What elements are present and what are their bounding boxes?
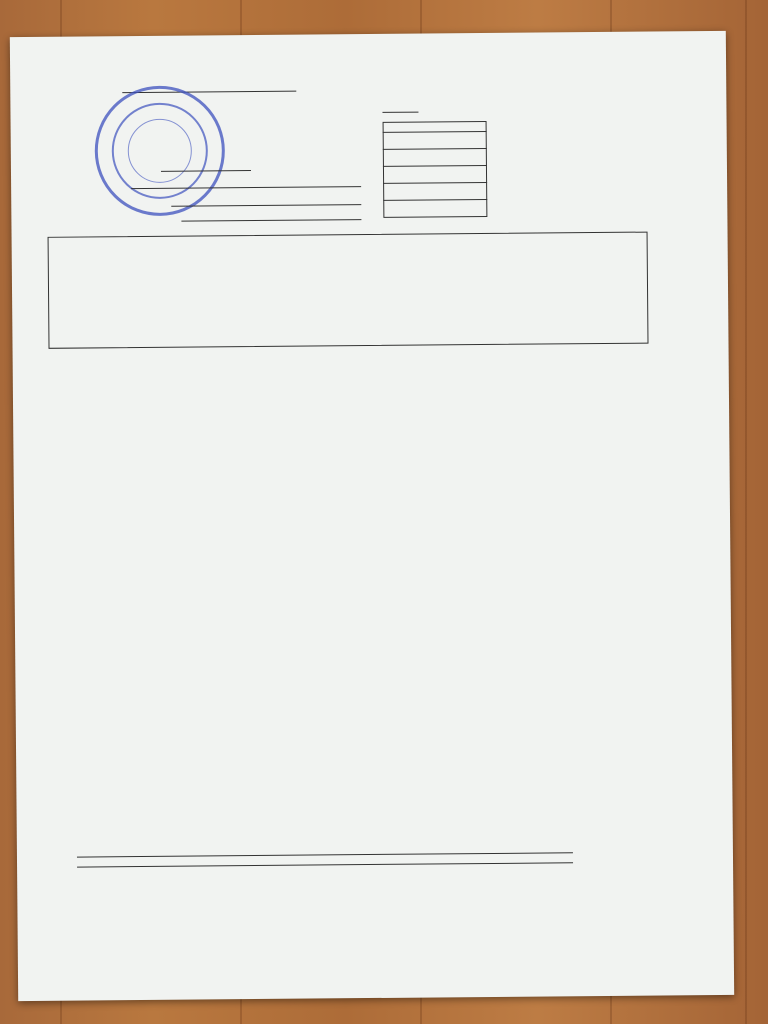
allowance-table [48, 232, 649, 349]
codes-box [383, 121, 488, 218]
official-stamp [94, 85, 225, 216]
consumption-header [453, 356, 613, 357]
document-page [10, 31, 734, 1001]
